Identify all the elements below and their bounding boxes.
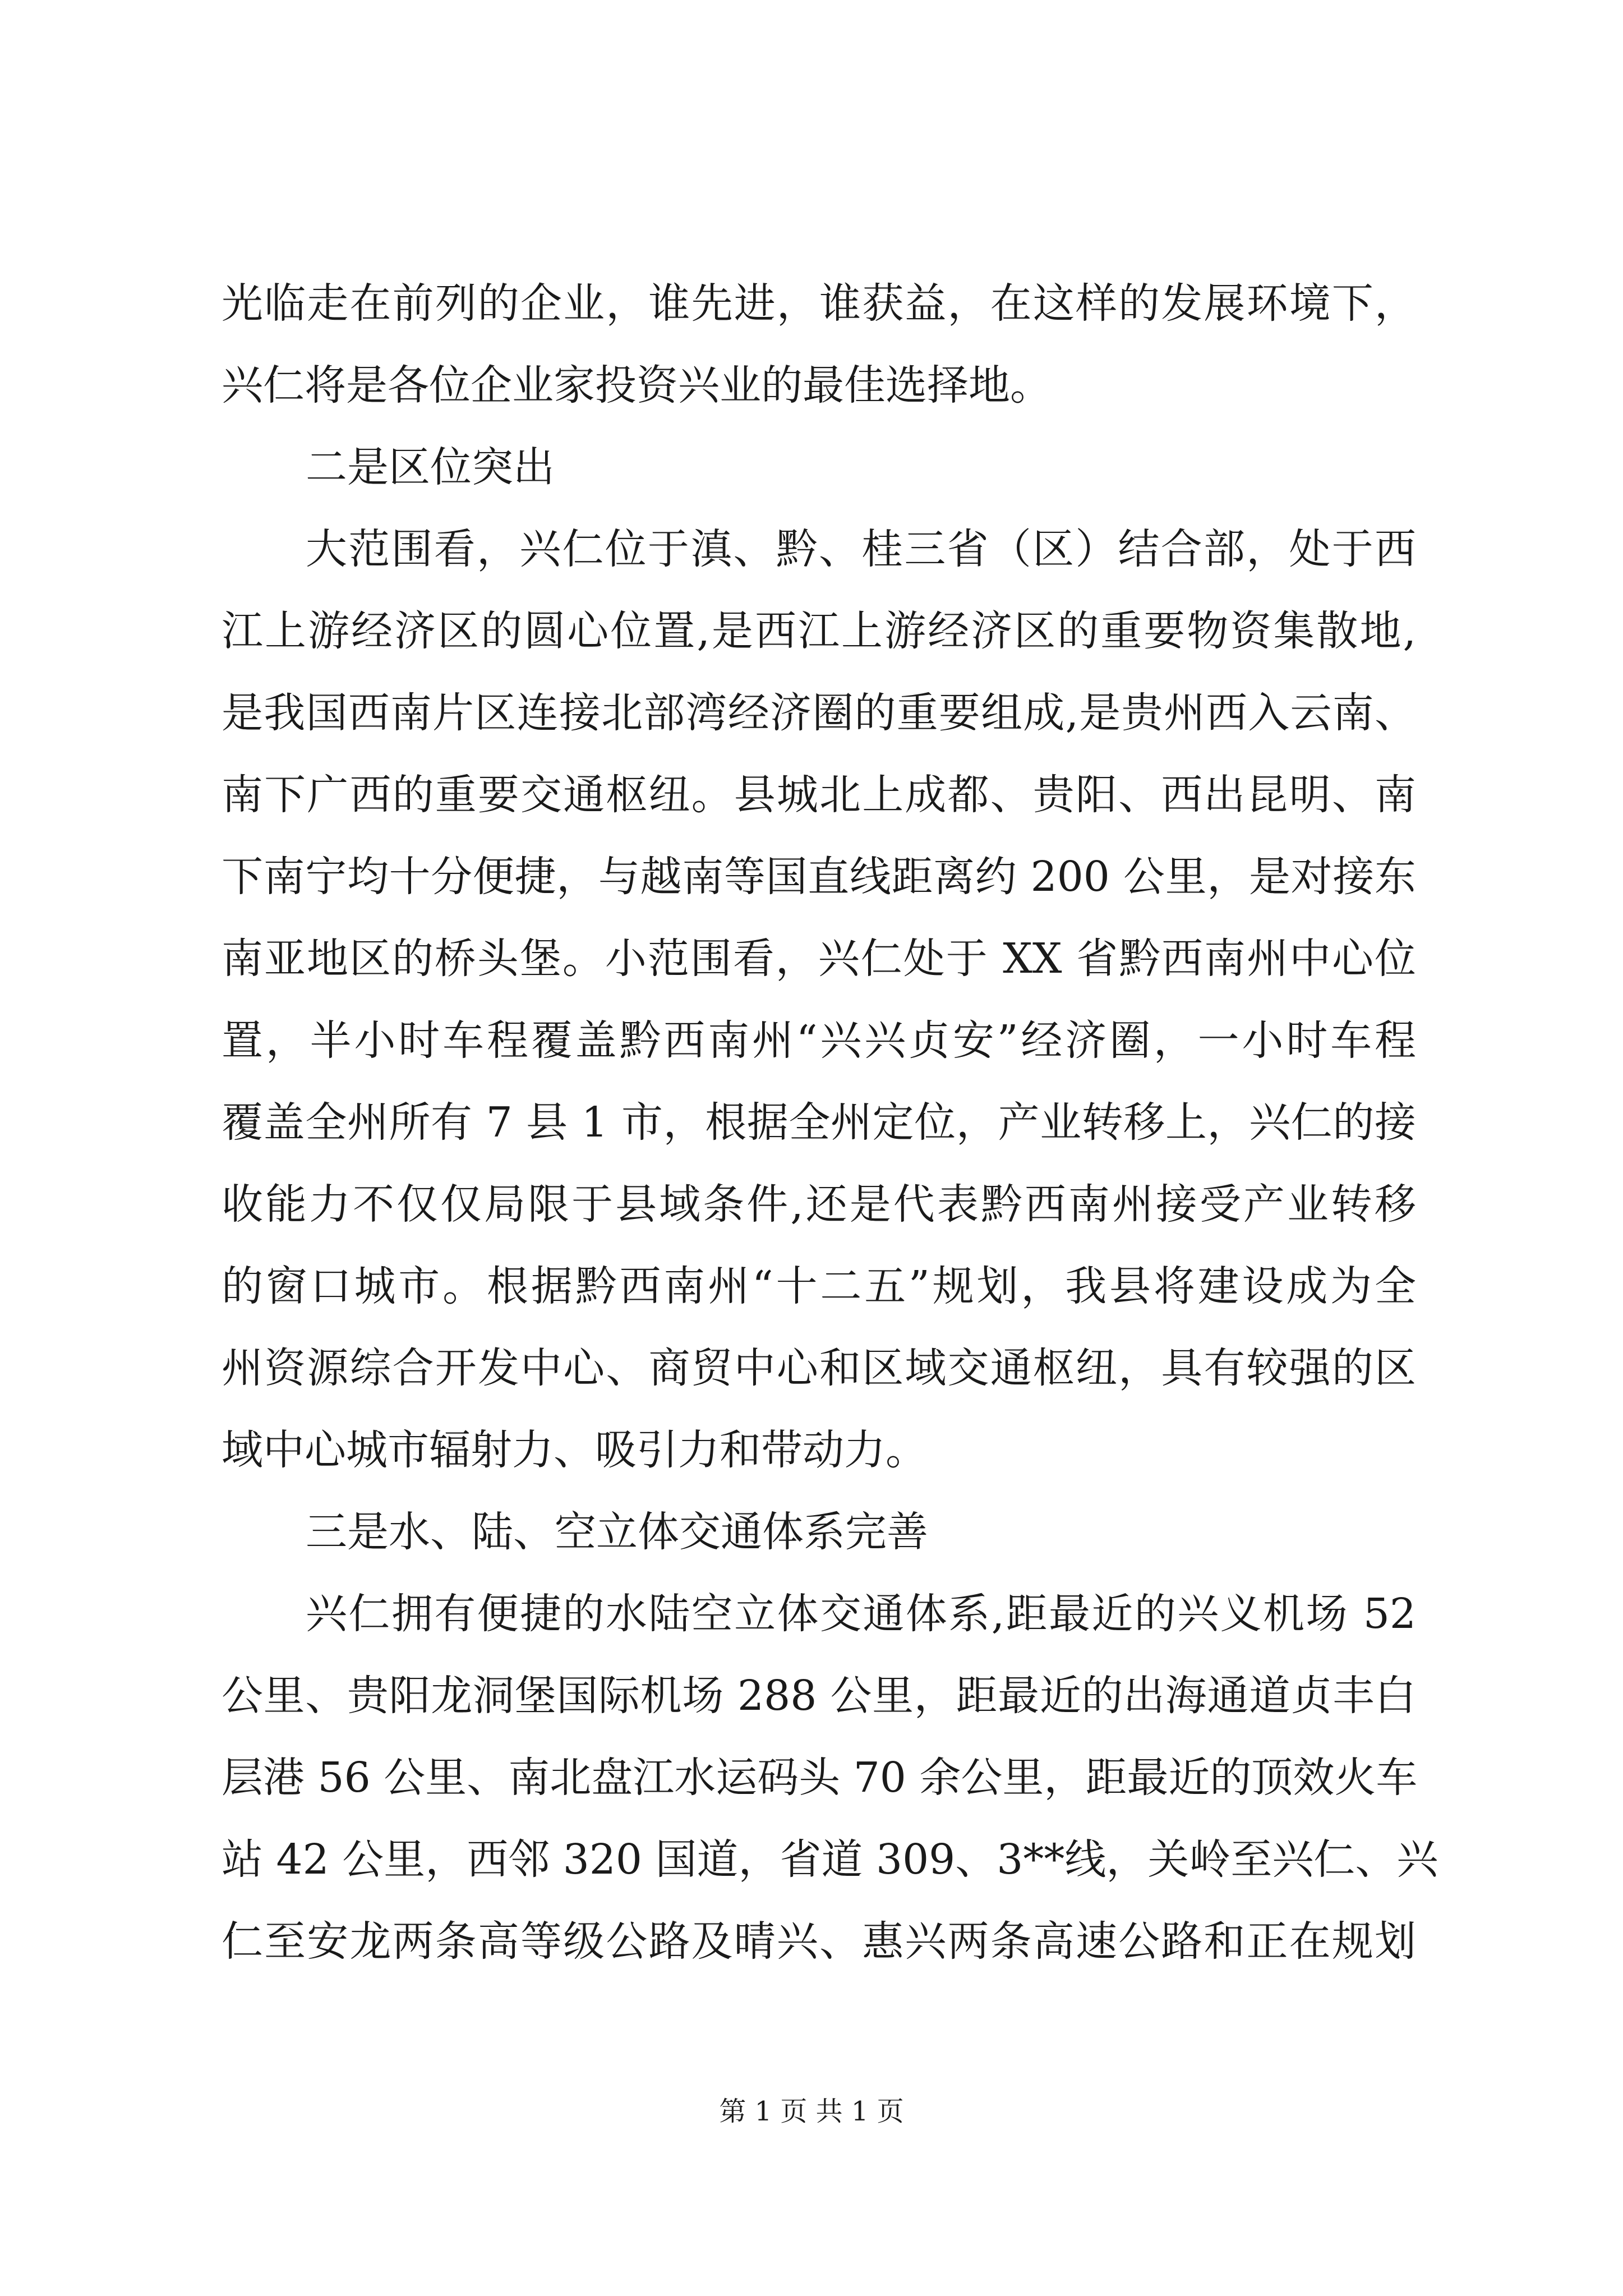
text-line: 南下广西的重要交通枢纽。县城北上成都、贵阳、西出昆明、南	[222, 771, 1416, 819]
text-line: 大范围看，兴仁位于滇、黔、桂三省（区）结合部，处于西	[306, 525, 1416, 573]
section-heading: 二是区位突出	[306, 443, 555, 491]
text-line: 的窗口城市。根据黔西南州“十二五”规划，我县将建设成为全	[222, 1262, 1416, 1310]
text-line: 江上游经济区的圆心位置,是西江上游经济区的重要物资集散地,	[222, 607, 1416, 655]
text-line: 是我国西南片区连接北部湾经济圈的重要组成,是贵州西入云南、	[222, 689, 1416, 737]
text-line: 仁至安龙两条高等级公路及晴兴、惠兴两条高速公路和正在规划	[222, 1917, 1416, 1966]
text-line: 域中心城市辐射力、吸引力和带动力。	[222, 1426, 927, 1474]
text-line: 层港 56 公里、南北盘江水运码头 70 余公里，距最近的顶效火车	[222, 1754, 1418, 1802]
document-body	[222, 263, 1438, 1982]
text-line: 站 42 公里，西邻 320 国道，省道 309、3**线，关岭至兴仁、兴	[222, 1835, 1438, 1884]
text-line: 覆盖全州所有 7 县 1 市，根据全州定位，产业转移上，兴仁的接	[222, 1098, 1416, 1147]
text-line: 南亚地区的桥头堡。小范围看，兴仁处于 XX 省黔西南州中心位	[222, 935, 1416, 983]
page-footer: 第 1 页 共 1 页	[719, 2096, 904, 2127]
text-line: 下南宁均十分便捷，与越南等国直线距离约 200 公里，是对接东	[222, 853, 1416, 901]
text-line: 收能力不仅仅局限于县域条件,还是代表黔西南州接受产业转移	[222, 1180, 1416, 1228]
section-heading: 三是水、陆、空立体交通体系完善	[306, 1508, 928, 1556]
text-line: 兴仁拥有便捷的水陆空立体交通体系,距最近的兴义机场 52	[306, 1590, 1416, 1638]
text-line: 置，半小时车程覆盖黔西南州“兴兴贞安”经济圈，一小时车程	[222, 1016, 1416, 1065]
text-line: 光临走在前列的企业，谁先进，谁获益，在这样的发展环境下，	[222, 279, 1416, 328]
text-line: 州资源综合开发中心、商贸中心和区域交通枢纽，具有较强的区	[222, 1344, 1416, 1392]
text-line: 公里、贵阳龙洞堡国际机场 288 公里，距最近的出海通道贞丰白	[222, 1672, 1416, 1720]
text-line: 兴仁将是各位企业家投资兴业的最佳选择地。	[222, 361, 1052, 409]
